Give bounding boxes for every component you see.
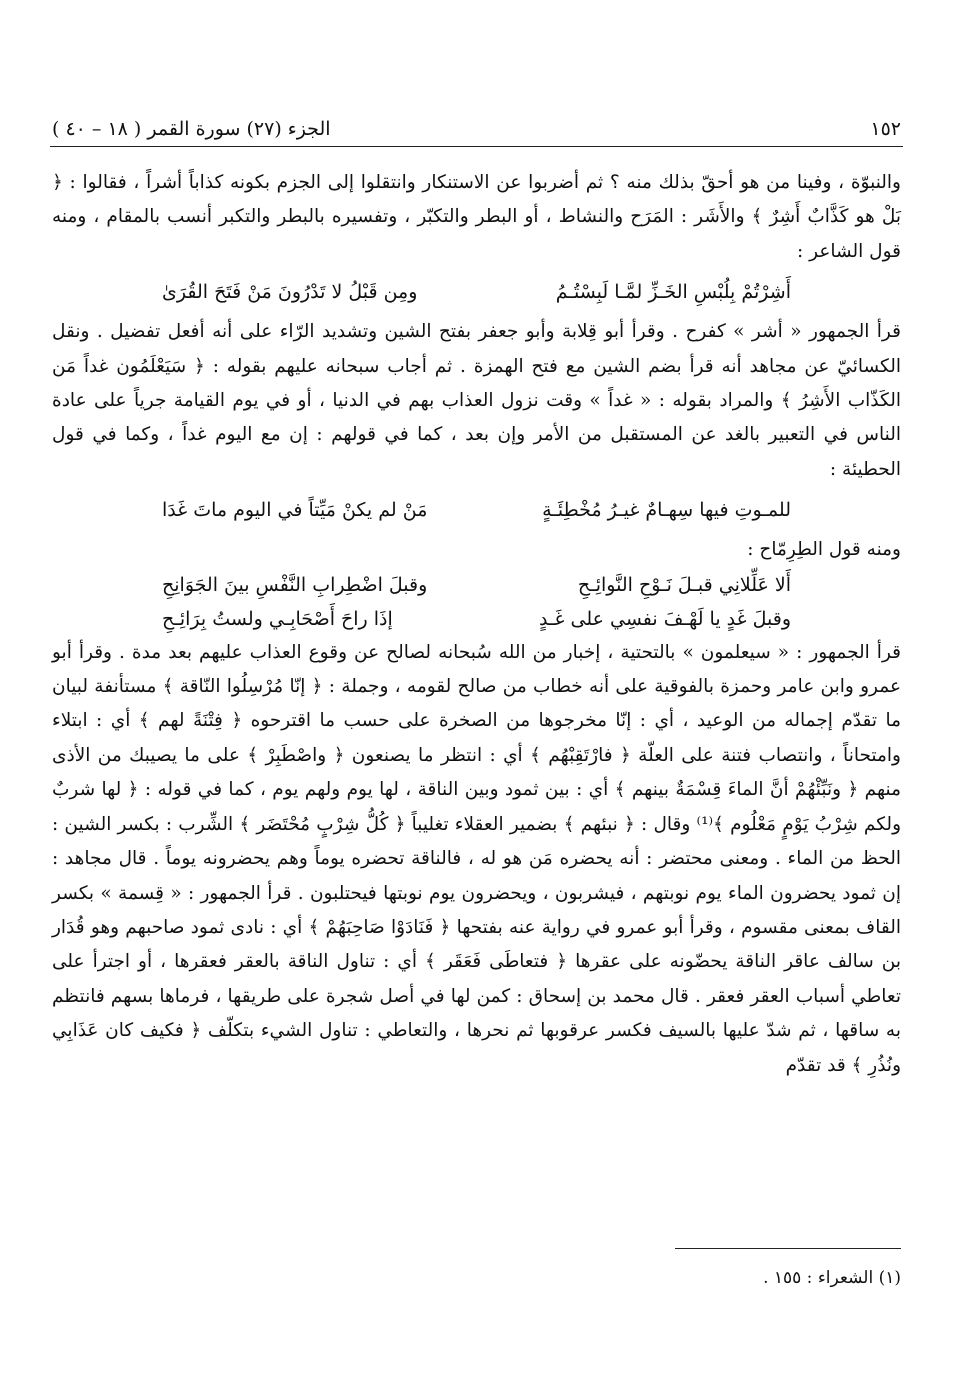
verse-line-3: [52, 568, 901, 602]
paragraph-3: قرأ الجمهور : « سيعلمون » بالتحتية ، إخبار من الله سُبحانه لصالح عن وقوع العذاب عليهم بعد مدة . وقرأ أبو عمرو وابن عامر وحمزة بالفوقية على أنه خطاب من صالح لقومه ، وجملة : ﴿ إنّا مُرْسِلُوا النّاقة ﴾ مستأنفة لبيان ما تقدّم إجماله من الوعيد ، أي : إنّا مخرجوها من الصخرة على حسب ما اقترحوه ﴿ فِتْنَةً لهم ﴾ أي : ابتلاء وامتحاناً ، وانتصاب فتنة على العلّة ﴿ فارْتَقِبْهُم ﴾ أي : انتظر ما يصنعون ﴿ واصْطَبِرْ ﴾ على ما يصيبك من الأذى منهم ﴿ ونَبِّئْهُمْ أنَّ الماءَ قِسْمَةٌ بينهم ﴾ أي : بين ثمود وبين الناقة ، لها يوم ولهم يوم ، كما في قوله : ﴿ لها شربٌ ولكم شِرْبُ يَوْمٍ مَعْلُوم ﴾⁽¹⁾ وقال : ﴿ نبئهم ﴾ بضمير العقلاء تغليباً ﴿ كُلُّ شِرْبٍ مُحْتَضَر ﴾ الشِّرب : بكسر الشين : الحظ من الماء . ومعنى محتضر : أنه يحضره مَن هو له ، فالناقة تحضره يوماً وهم يحضرونه يوماً . قال مجاهد : إن ثمود يحضرون الماء يوم نوبتهم ، فيشربون ، ويحضرون يوم نوبتها فيحتلبون . قرأ الجمهور : « قِسمة » بكسر القاف بمعنى مقسوم ، وقرأ أبو عمرو في رواية عنه بفتحها ﴿ فَنَادَوْا صَاحِبَهُمْ ﴾ أي : نادى ثمود صاحبهم وهو قُدَار بن سالف عاقر الناقة يحضّونه على عقرها ﴿ فتعاطَى فَعَقَر ﴾ أي : تناول الناقة بالعقر فعقرها ، أو اجترأ على تعاطي أسباب العقر فعقر . قال محمد بن إسحاق : كمن لها في أصل شجرة على طريقها ، فرماها بسهم فانتظم به ساقها ، ثم شدّ عليها بالسيف فكسر عرقوبها ثم نحرها ، والتعاطي : تناول الشيء بتكلّف ﴿ فكيف كان عَذَابِي ونُذُرِ ﴾ قد تقدّم: [52, 641, 901, 1076]
footnote: (١) الشعراء : ١٥٥ .: [763, 1268, 901, 1288]
page-header: [52, 108, 901, 140]
verse-1-first-hemistich: أَشِرْتُمْ بِلُبْسِ الخَـزِّ لمَّـا لَبِسْتُـمُ: [555, 281, 791, 304]
verse-1-second-hemistich: ومِن قَبْلُ لا تَدْرُونَ مَنْ فَتَحَ القُرَىٰ: [162, 281, 418, 304]
footnote-divider: [675, 1248, 901, 1249]
verse-intro: ومنه قول الطِرِمّاح :: [747, 539, 901, 561]
paragraph-2: قرأ الجمهور « أشر » كفرح . وقرأ أبو قِلابة وأبو جعفر بفتح الشين وتشديد الرّاء على أنه أفعل تفضيل . ونقل الكسائيّ عن مجاهد أنه قرأ بضم الشين مع فتح الهمزة . ثم أجاب سبحانه عليهم بقوله : ﴿ سَيَعْلَمُون غداً مَن الكَذّاب الأَشِرُ ﴾ والمراد بقوله : « غداً » وقت نزول العذاب بهم في الدنيا ، أو في يوم القيامة جرياً على عادة الناس في التعبير بالغد عن المستقبل من الأمر وإن بعد ، كما في قولهم : إن مع اليوم غداً ، وكما في قول الحطيئة :: [52, 321, 901, 480]
verse-4-first-hemistich: وقبلَ غَدٍ يا لَهْـفَ نفسِي على غَـدٍ: [538, 607, 791, 630]
main-text: [52, 166, 901, 1083]
page-number: ١٥٢: [870, 118, 901, 140]
verse-line-4: [52, 602, 901, 636]
paragraph-1: والنبوّة ، وفينا من هو أحقّ بذلك منه ؟ ثم أضربوا عن الاستنكار وانتقلوا إلى الجزم بكونه كذاباً أشراً ، فقالوا : ﴿ بَلْ هو كَذَّابٌ أَشِرٌ ﴾ والأَشَر : المَرَح والنشاط ، أو البطر والتكبّر ، وتفسيره بالبطر والتكبر أنسب بالمقام ، ومنه قول الشاعر :: [52, 172, 901, 262]
header-divider: [50, 146, 903, 147]
verse-4-second-hemistich: إذَا راحَ أَصْحَابِـي ولستُ بِرَائِـحِ: [162, 607, 393, 630]
verse-line-2: [52, 487, 901, 533]
verse-2-second-hemistich: مَنْ لم يكنْ مَيِّتاً في اليوم ماتَ غَدَا: [162, 499, 428, 522]
verse-3-second-hemistich: وقبلَ اضْطِرابِ النَّفْسِ بينَ الجَوَانِحِ: [162, 573, 428, 596]
verse-3-first-hemistich: أَلا عَلِّلانِي قبـلَ نَـوْحِ النَّوائِـحِ: [577, 573, 791, 596]
verse-line-1: [52, 269, 901, 315]
running-title: الجزء (٢٧) سورة القمر ( ١٨ – ٤٠ ): [52, 118, 331, 140]
verse-2-first-hemistich: للمـوتِ فيها سِهـامٌ غيـرُ مُخْطِئَـةٍ: [542, 499, 791, 522]
